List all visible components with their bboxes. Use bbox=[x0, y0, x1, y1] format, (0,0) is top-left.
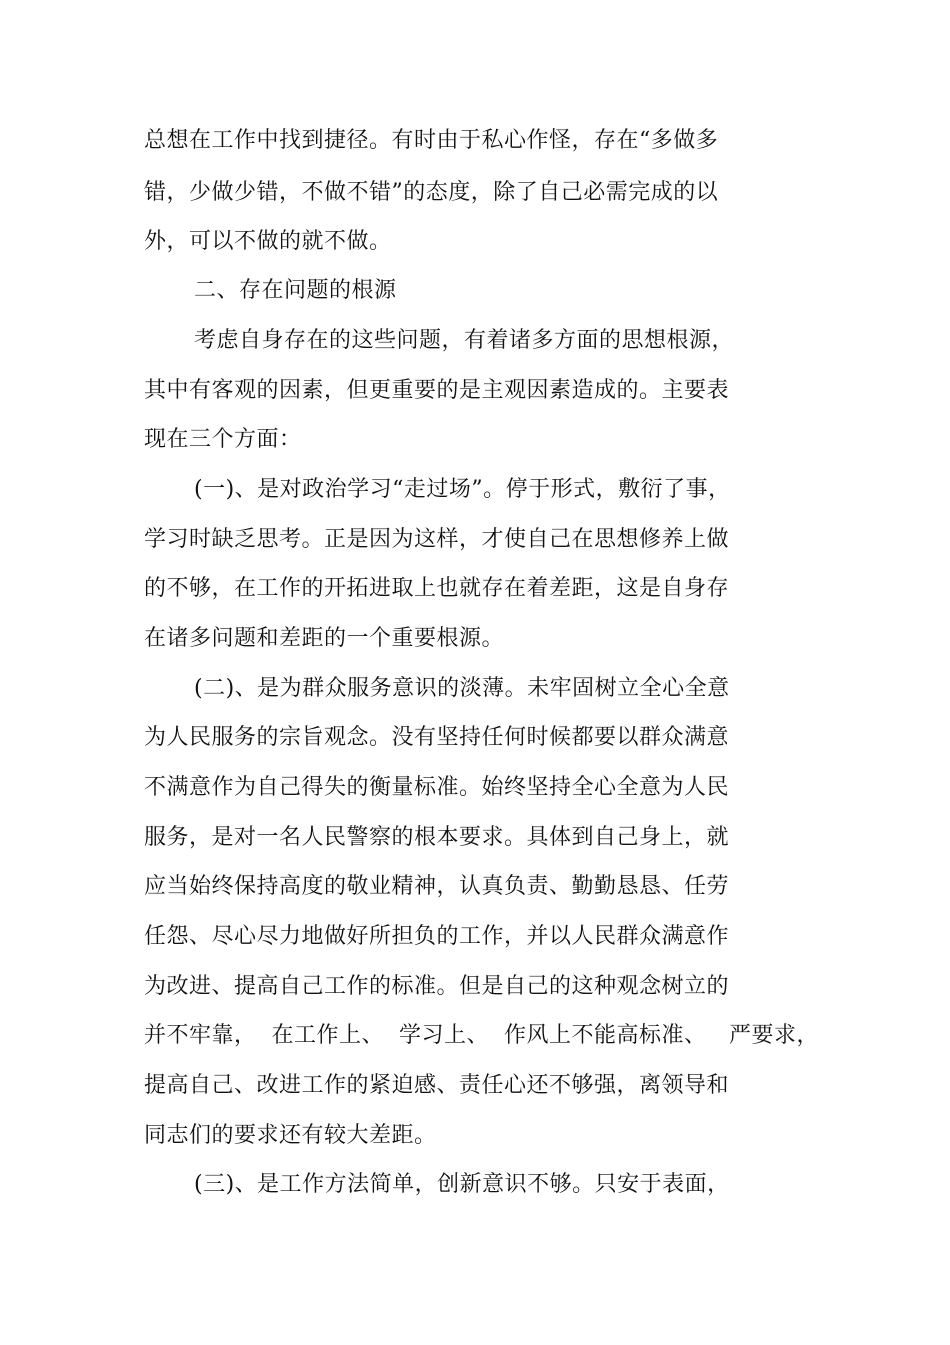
text-line: 应当始终保持高度的敬业精神，认真负责、勤勤恳恳、任劳 bbox=[144, 874, 730, 899]
section-heading: 二、存在问题的根源 bbox=[194, 278, 397, 303]
text-line: 错，少做少错，不做不错”的态度，除了自己必需完成的以 bbox=[144, 180, 719, 205]
subsection-line: (三)、是工作方法简单，创新意识不够。只安于表面， bbox=[194, 1172, 730, 1197]
text-line: 在诸多问题和差距的一个重要根源。 bbox=[144, 626, 505, 651]
text-line: 为人民服务的宗旨观念。没有坚持任何时候都要以群众满意 bbox=[144, 725, 730, 750]
text-line: 提高自己、改进工作的紧迫感、责任心还不够强，离领导和 bbox=[144, 1073, 730, 1098]
text-line: 其中有客观的因素，但更重要的是主观因素造成的。主要表 bbox=[144, 378, 730, 403]
text-line: 考虑自身存在的这些问题，有着诸多方面的思想根源， bbox=[194, 328, 735, 353]
text-line: 并不牢靠， 在工作上、 学习上、 作风上不能高标准、 严要求， bbox=[144, 1023, 819, 1048]
text-line: 同志们的要求还有较大差距。 bbox=[144, 1123, 437, 1148]
text-line: 的不够，在工作的开拓进取上也就存在着差距，这是自身存 bbox=[144, 576, 730, 601]
text-line: 外，可以不做的就不做。 bbox=[144, 229, 392, 254]
text-line: 学习时缺乏思考。正是因为这样，才使自己在思想修养上做 bbox=[144, 527, 730, 552]
text-line: 总想在工作中找到捷径。有时由于私心作怪，存在“多做多 bbox=[144, 128, 719, 153]
text-line: 现在三个方面： bbox=[144, 427, 302, 452]
subsection-line: (一)、是对政治学习“走过场”。停于形式，敷衍了事， bbox=[194, 477, 731, 502]
text-line: 任怨、尽心尽力地做好所担负的工作，并以人民群众满意作 bbox=[144, 924, 730, 949]
text-line: 服务，是对一名人民警察的根本要求。具体到自己身上，就 bbox=[144, 825, 730, 850]
text-line: 不满意作为自己得失的衡量标准。始终坚持全心全意为人民 bbox=[144, 775, 730, 800]
text-line: 为改进、提高自己工作的标准。但是自己的这种观念树立的 bbox=[144, 974, 730, 999]
subsection-line: (二)、是为群众服务意识的淡薄。未牢固树立全心全意 bbox=[194, 676, 730, 701]
